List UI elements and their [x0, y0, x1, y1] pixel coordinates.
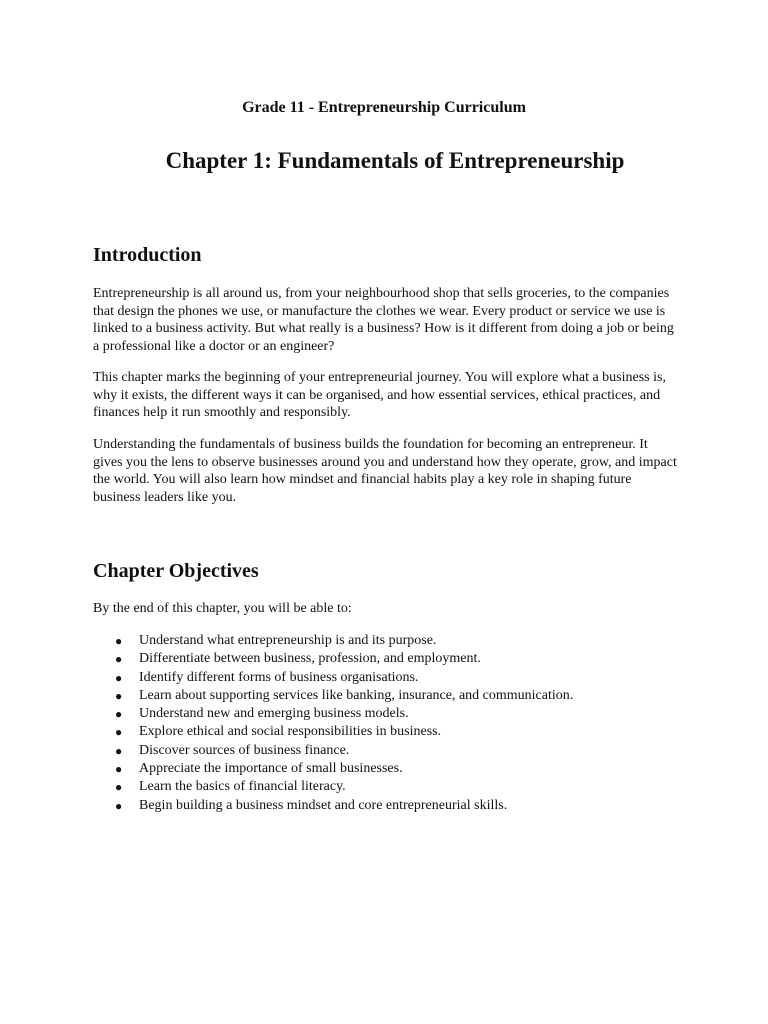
bullet-icon: ●	[115, 762, 123, 777]
bullet-icon: ●	[115, 688, 123, 703]
bullet-icon: ●	[115, 798, 123, 813]
objective-item	[93, 650, 693, 668]
bullet-icon: ●	[115, 670, 123, 685]
objectives-list	[93, 632, 693, 815]
objective-text: Explore ethical and social responsibilities in business.	[139, 724, 442, 740]
objective-text: Begin building a business mindset and core entrepreneurial skills.	[139, 797, 508, 813]
objective-text: Discover sources of business finance.	[139, 742, 350, 758]
bullet-icon: ●	[115, 725, 123, 740]
objective-item	[93, 797, 693, 815]
objective-item	[93, 760, 693, 778]
objectives-lead: By the end of this chapter, you will be able to:	[93, 601, 352, 616]
bullet-icon: ●	[115, 707, 123, 722]
chapter-title: Chapter 1: Fundamentals of Entrepreneurship	[165, 148, 625, 173]
objective-text: Differentiate between business, profession, and employment.	[139, 651, 481, 667]
objective-item	[93, 705, 693, 723]
introduction-paragraph: Understanding the fundamentals of business builds the foundation for becoming an entrepreneur. It gives you the lens to observe businesses around you and understand how they operate, grow, and impact the world. You will also learn how mindset and financial habits play a key role in shaping future business leaders like you.	[93, 437, 677, 505]
objective-text: Learn the basics of financial literacy.	[139, 779, 346, 795]
introduction-heading: Introduction	[93, 244, 202, 266]
objectives-heading: Chapter Objectives	[93, 560, 259, 582]
bullet-icon: ●	[115, 652, 123, 667]
bullet-icon: ●	[115, 634, 123, 648]
course-title: Grade 11 - Entrepreneurship Curriculum	[242, 99, 526, 116]
objective-item	[93, 669, 693, 687]
bullet-icon: ●	[115, 743, 123, 758]
objective-text: Understand new and emerging business models.	[139, 706, 409, 722]
objective-text: Appreciate the importance of small businesses.	[139, 761, 403, 777]
objective-item	[93, 632, 693, 650]
objective-text: Identify different forms of business organisations.	[139, 669, 419, 685]
objective-item	[93, 742, 693, 760]
objective-item	[93, 687, 693, 705]
introduction-paragraph: This chapter marks the beginning of your entrepreneurial journey. You will explore what a business is, why it exists, the different ways it can be organised, and how essential services, ethical practices, and finances help it run smoothly and responsibly.	[93, 370, 666, 421]
introduction-paragraph: Entrepreneurship is all around us, from your neighbourhood shop that sells groceries, to the companies that design the phones we use, or manufacture the clothes we wear. Every product or service we use is linked to a business activity. But what really is a business? How is it different from doing a job or being a professional like a doctor or an engineer?	[93, 286, 674, 354]
objective-text: Learn about supporting services like banking, insurance, and communication.	[139, 687, 574, 703]
objective-item	[93, 778, 693, 796]
objective-text: Understand what entrepreneurship is and its purpose.	[139, 633, 437, 648]
bullet-icon: ●	[115, 780, 123, 795]
objective-item	[93, 723, 693, 741]
